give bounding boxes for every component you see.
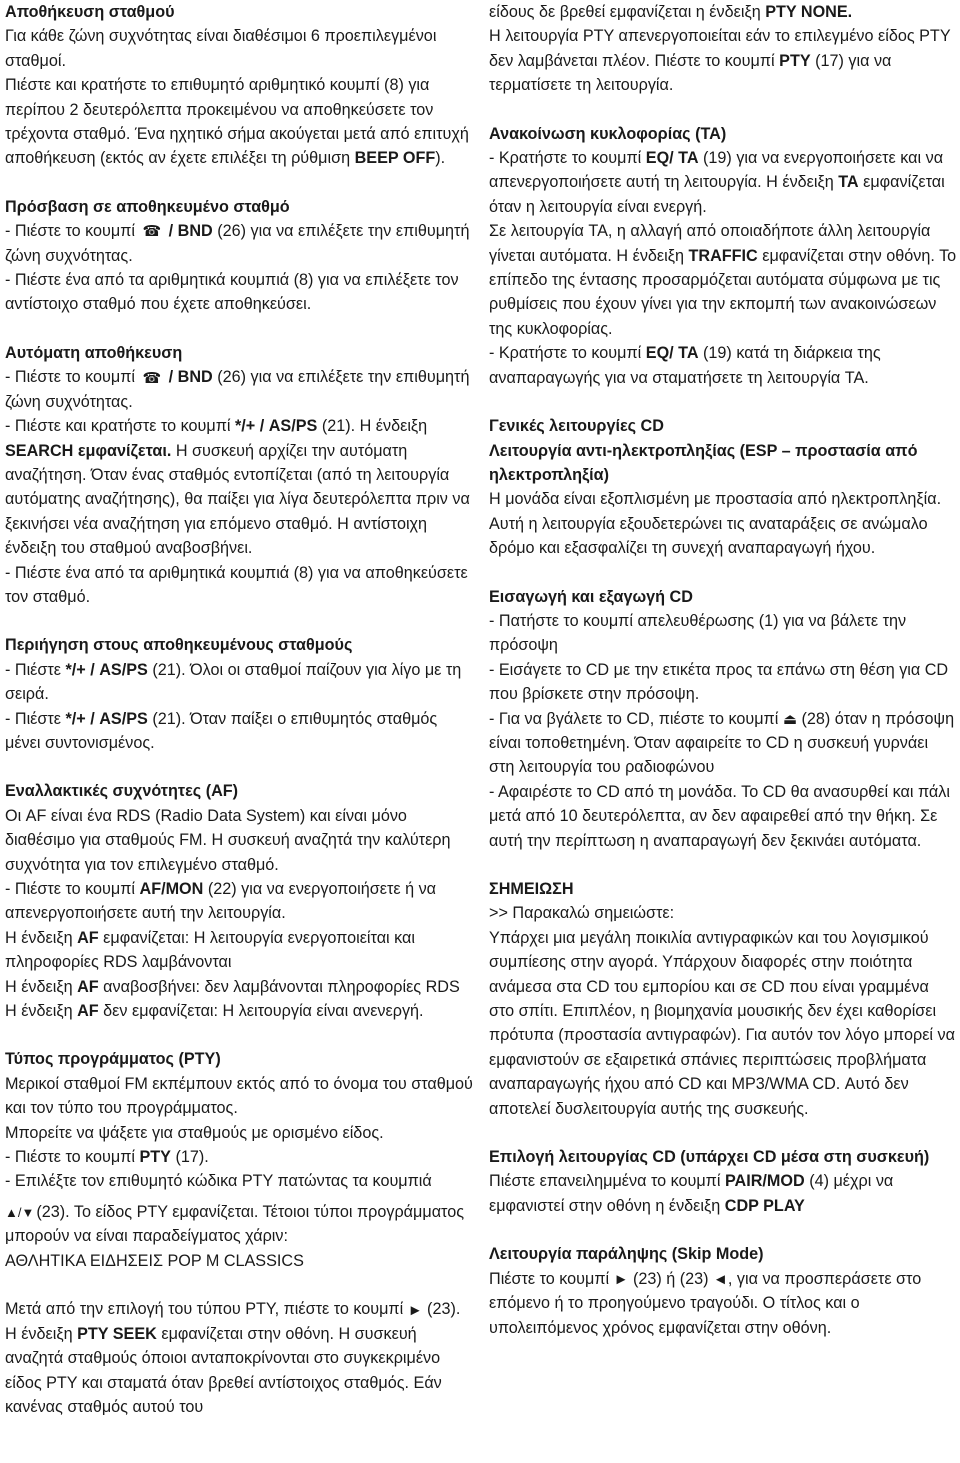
pty-cont-l2: [489, 24, 957, 97]
pty-p4: - Επιλέξτε τον επιθυμητό κώδικα PTY πατώντας τα κουμπιά: [5, 1172, 432, 1191]
section-ta: [489, 122, 957, 390]
text: - Κρατήστε το κουμπί: [489, 149, 646, 168]
cdp-play-label: CDP PLAY: [724, 1196, 805, 1215]
section-access-stored: [5, 195, 473, 317]
text: (21). Όλοι οι σταθμοί παίζουν για λίγο με τη σειρά.: [5, 660, 462, 704]
text: (23). Η ένδειξη: [5, 1300, 461, 1343]
heading-af: Εναλλακτικές συχνότητες (AF): [5, 782, 239, 801]
cd-general-p1: Η μονάδα είναι εξοπλισμένη με προστασία από ηλεκτροπληξία. Αυτή η λειτουργία εξουδετερώνει τις αναταράξεις σε ανώμαλο δρόμο και εξασφαλίζει τη συνεχή αναπαραγωγή ήχου.: [489, 490, 942, 558]
text: - Πιέστε το κουμπί: [5, 368, 140, 387]
pty-p7: [5, 1297, 473, 1419]
text: εμφανίζεται: Η λειτουργία ενεργοποιείται και πληροφορίες RDS λαμβάνονται: [5, 928, 415, 972]
text: (22) για να ενεργοποιήσετε ή να απενεργοποιήσετε αυτή την λειτουργία.: [5, 880, 437, 923]
heading-browse-stored: Περιήγηση στους αποθηκευμένους σταθμούς: [5, 636, 353, 655]
bnd-label: / BND: [164, 368, 213, 387]
text: (21). Όταν παίξει ο επιθυμητός σταθμός μένει συντονισμένος.: [5, 709, 438, 752]
right-column: [489, 0, 957, 1340]
af-label: AF: [77, 928, 99, 947]
station-store-p2: [5, 73, 473, 171]
play-right-icon: ►: [407, 1301, 423, 1319]
af-p5: [5, 999, 473, 1023]
note-l2: Υπάρχει μια μεγάλη ποικιλία αντιγραφικών και του λογισμικού συμπίεσης στην αγορά. Υπάρχουν διαφορές στην ποιότητα ανάμεσα στα CD του εμπορίου και σε CD που είναι γραμμένα στο σπίτι. Επιπλέον, η βιομηχανία μουσικής δεν έχει καθορίσει πρότυπα (προστασία αντιγραφών). Για αυτόν τον λόγο μπορεί να εμφανιστούν σε εξαιρετικά σπάνιες περιπτώσεις προβλήματα αναπαραγωγής ήχου από CD και MP3/WMA CD. Αυτό δεν αποτελεί δυσλειτουργία αυτής της συσκευής.: [489, 928, 955, 1118]
previous-track-icon: ◄: [713, 1270, 728, 1288]
access-stored-l2: - Πιέστε ένα από τα αριθμητικά κουμπιά (8) για να επιλέξετε τον αντίστοιχο σταθμό που έχετε αποθηκεύσει.: [5, 271, 459, 314]
section-station-store: [5, 0, 473, 171]
text: Η ένδειξη: [5, 977, 78, 996]
text: - Πιέστε και κρατήστε το κουμπί: [5, 417, 235, 436]
section-cd-insert: [489, 585, 957, 853]
heading-pty: Τύπος προγράμματος (PTY): [5, 1050, 221, 1069]
section-af: [5, 779, 473, 1023]
heading-skip: Λειτουργία παράληψης (Skip Mode): [489, 1245, 764, 1264]
bnd-label: / BND: [164, 222, 213, 241]
cd-insert-l4: - Αφαιρέστε το CD από τη μονάδα. Το CD θα ανασυρθεί και πάλι μετά από 10 δευτερόλεπτα, αν δεν αφαιρεθεί από την θήκη. Σε αυτή την περίπτωση η αναπαραγωγή δεν ξεκινάει αυτόματα.: [489, 782, 950, 850]
as-ps-label: */+ / AS/PS: [65, 709, 148, 728]
pty-none-label: PTY NONE.: [765, 3, 853, 21]
pty-p6: ΑΘΛΗΤΙΚΑ ΕΙΔΗΣΕΙΣ POP M CLASSICS: [5, 1251, 304, 1270]
cd-insert-l1: - Πατήστε το κουμπί απελευθέρωσης (1) για να βάλετε την πρόσοψη: [489, 611, 907, 655]
auto-store-l3: - Πιέστε ένα από τα αριθμητικά κουμπιά (8) για να αποθηκεύσετε τον σταθμό.: [5, 563, 468, 606]
heading-esp: Λειτουργία αντι-ηλεκτροπληξίας (ESP – προστασία από ηλεκτροπληξία): [489, 441, 918, 484]
ta-l2: [489, 219, 957, 341]
eq-ta-label: EQ/ TA: [645, 149, 699, 168]
text: Σε λειτουργία TA, η αλλαγή από οποιαδήποτε άλλη λειτουργία γίνεται αυτόματα. Η ένδειξη: [489, 222, 931, 265]
text: (19) για να ενεργοποιήσετε και να απενεργοποιήσετε αυτή τη λειτουργία. Η ένδειξη: [489, 149, 944, 192]
text: Πιέστε και κρατήστε το επιθυμητό αριθμητικό κουμπί (8) για περίπου 2 δευτερόλεπτα προκειμένου να αποθηκεύσετε τον τρέχοντα σταθμό. Ένα ηχητικό σήμα ακούγεται μετά από επιτυχή αποθήκευση (εκτός αν έχετε επιλέξει τη ρύθμιση: [5, 76, 469, 168]
text: - Κρατήστε το κουμπί: [489, 344, 646, 363]
pty-p1: Μερικοί σταθμοί FM εκπέμπουν εκτός από το όνομα του σταθμού και τον τύπο του προγράμματος.: [5, 1074, 473, 1118]
text: (4) μέχρι να εμφανιστεί στην οθόνη η ένδειξη: [489, 1172, 894, 1215]
af-p4: [5, 975, 473, 999]
as-ps-label: */+ / AS/PS: [65, 660, 148, 679]
text: (28) όταν η πρόσοψη είναι τοποθετημένη. Όταν αφαιρείτε το CD η συσκευή γυρνάει στη λειτουργία του ραδιοφώνου: [489, 709, 955, 777]
traffic-label: TRAFFIC: [688, 246, 758, 265]
text: , για να προσπεράσετε στο επόμενο ή το προηγούμενο τραγούδι. Ο τίτλος και ο υπολειπόμενος χρόνος εμφανίζεται στην οθόνη.: [489, 1269, 922, 1337]
text: Μετά από την επιλογή του τύπου PTY, πιέστε το κουμπί: [5, 1300, 408, 1319]
left-column: [5, 0, 473, 1420]
af-p2: [5, 877, 473, 926]
access-stored-l1: [5, 219, 473, 268]
section-auto-store: [5, 341, 473, 609]
up-down-arrows-icon: ▲/▼: [5, 1205, 35, 1221]
text: (26) για να επιλέξετε την επιθυμητή ζώνη συχνότητας.: [5, 222, 470, 265]
eq-ta-label: EQ/ TA: [645, 344, 699, 363]
eject-icon: ⏏: [782, 710, 798, 728]
section-pty-continued: [489, 0, 957, 98]
next-track-icon: ►: [613, 1270, 629, 1288]
text: (23) ή (23): [628, 1269, 714, 1288]
heading-auto-store: Αυτόματη αποθήκευση: [5, 343, 183, 362]
pty-cont-l1: [489, 0, 957, 24]
auto-store-l2: [5, 414, 473, 560]
ta-l1: [489, 146, 957, 219]
text: Η ένδειξη: [5, 928, 78, 947]
pty-label: PTY: [779, 51, 811, 70]
text: Η συσκευή αρχίζει την αυτόματη αναζήτηση. Όταν ένας σταθμός εντοπίζεται (από τη λειτουργία αυτόματης αναζήτησης), θα παίξει για λίγα δευτερόλεπτα πριν να ξεκινήσει νέα αναζήτηση για επόμενο σταθμό. Η αντίστοιχη ένδειξη του σταθμού αναβοσβήνει.: [5, 441, 470, 558]
station-store-p1: Για κάθε ζώνη συχνότητας είναι διαθέσιμοι 6 προεπιλεγμένοι σταθμοί.: [5, 27, 437, 70]
text: Η λειτουργία PTY απενεργοποιείται εάν το επιλεγμένο είδος PTY δεν λαμβάνεται πλέον. Πιέστε το κουμπί: [489, 27, 951, 70]
note-l1: >> Παρακαλώ σημειώστε:: [489, 904, 675, 923]
browse-stored-l1: [5, 658, 473, 707]
pty-p2: Μπορείτε να ψάξετε για σταθμούς με ορισμένο είδος.: [5, 1123, 384, 1142]
pty-label: PTY: [139, 1148, 171, 1167]
section-pty: [5, 1047, 473, 1419]
section-cd-general: [489, 414, 957, 560]
section-skip: [489, 1242, 957, 1340]
section-cd-mode: [489, 1145, 957, 1218]
af-p3: [5, 926, 473, 975]
phone-icon: ☎: [142, 369, 162, 387]
text: εμφανίζεται όταν η λειτουργία είναι ενεργή.: [489, 173, 945, 216]
text: εμφανίζεται στην οθόνη. Η συσκευή αναζητά σταθμούς όποιοι ανταποκρίνονται στο συγκεκριμένο είδος PTY και σταματά όταν βρεθεί αντίστοιχος σταθμός. Εάν κανένας σταθμός αυτού του: [5, 1324, 442, 1417]
text: (17) για να τερματίσετε τη λειτουργία.: [489, 51, 892, 95]
text: ).: [435, 149, 446, 168]
ta-label: TA: [838, 173, 859, 192]
text: (26) για να επιλέξετε την επιθυμητή ζώνη συχνότητας.: [5, 368, 470, 411]
heading-cd-mode: Επιλογή λειτουργίας CD (υπάρχει CD μέσα στη συσκευή): [489, 1148, 930, 1167]
heading-ta: Ανακοίνωση κυκλοφορίας (TA): [489, 124, 727, 143]
cd-insert-l2: - Εισάγετε το CD με την ετικέτα προς τα επάνω στη θέση για CD που βρίσκετε στην πρόσοψη.: [489, 660, 949, 704]
search-label: SEARCH εμφανίζεται.: [5, 441, 172, 460]
text: (19) κατά τη διάρκεια της αναπαραγωγής για να σταματήσετε τη λειτουργία TA.: [489, 344, 881, 387]
spacer: [5, 1273, 473, 1297]
heading-access-stored: Πρόσβαση σε αποθηκευμένο σταθμό: [5, 197, 290, 216]
af-mon-label: AF/MON: [139, 880, 204, 898]
text: Η ένδειξη: [5, 1002, 78, 1021]
cd-mode-l1: [489, 1169, 957, 1218]
auto-store-l1: [5, 365, 473, 414]
text: - Πιέστε το κουμπί: [5, 880, 140, 898]
section-note: [489, 877, 957, 1121]
heading-cd-general: Γενικές λειτουργίες CD: [489, 417, 664, 436]
text: (23). Το είδος PTY εμφανίζεται. Τέτοιοι τύποι προγράμματος μπορούν να είναι παραδείγματος χάριν:: [5, 1202, 465, 1246]
text: - Πιέστε: [5, 660, 66, 679]
text: - Πιέστε το κουμπί: [5, 222, 140, 241]
cd-insert-l3: [489, 707, 957, 780]
pty-p5: [5, 1200, 473, 1249]
skip-l1: [489, 1267, 957, 1340]
heading-note: ΣΗΜΕΙΩΣΗ: [489, 880, 574, 898]
text: Πιέστε επανειλημμένα το κουμπί: [489, 1172, 725, 1191]
browse-stored-l2: [5, 707, 473, 756]
heading-station-store: Αποθήκευση σταθμού: [5, 3, 175, 21]
pty-p3: [5, 1145, 473, 1169]
text: εμφανίζεται στην οθόνη. Το επίπεδο της έντασης προσαρμόζεται αυτόματα σύμφωνα με τις ρυθμίσεις που έχουν γίνει για την εκπομπή των ανακοινώσεων της κυκλοφορίας.: [489, 246, 957, 338]
af-p1: Οι AF είναι ένα RDS (Radio Data System) και είναι μόνο διαθέσιμο για σταθμούς FM. Η συσκευή αναζητά την καλύτερη συχνότητα για τον επιλεγμένο σταθμό.: [5, 806, 451, 874]
text: - Πιέστε το κουμπί: [5, 1148, 140, 1167]
pair-mod-label: PAIR/MOD: [724, 1172, 805, 1191]
beep-off-label: BEEP OFF: [354, 149, 436, 168]
text: - Πιέστε: [5, 709, 66, 728]
ta-l3: [489, 341, 957, 390]
text: Πιέστε το κουμπί: [489, 1269, 614, 1288]
text: είδους δε βρεθεί εμφανίζεται η ένδειξη: [489, 3, 766, 21]
pty-seek-label: PTY SEEK: [77, 1324, 157, 1343]
text: - Για να βγάλετε το CD, πιέστε το κουμπί: [489, 709, 783, 728]
section-browse-stored: [5, 633, 473, 755]
af-label: AF: [77, 977, 99, 996]
text: αναβοσβήνει: δεν λαμβάνονται πληροφορίες RDS: [98, 977, 460, 996]
text: δεν εμφανίζεται: Η λειτουργία είναι ανενεργή.: [98, 1002, 424, 1021]
af-label: AF: [77, 1002, 99, 1021]
text: (17).: [170, 1148, 209, 1167]
as-ps-label: */+ / AS/PS: [235, 417, 318, 436]
heading-cd-insert: Εισαγωγή και εξαγωγή CD: [489, 587, 693, 606]
text: (21). Η ένδειξη: [317, 417, 428, 436]
phone-icon: ☎: [142, 223, 162, 241]
